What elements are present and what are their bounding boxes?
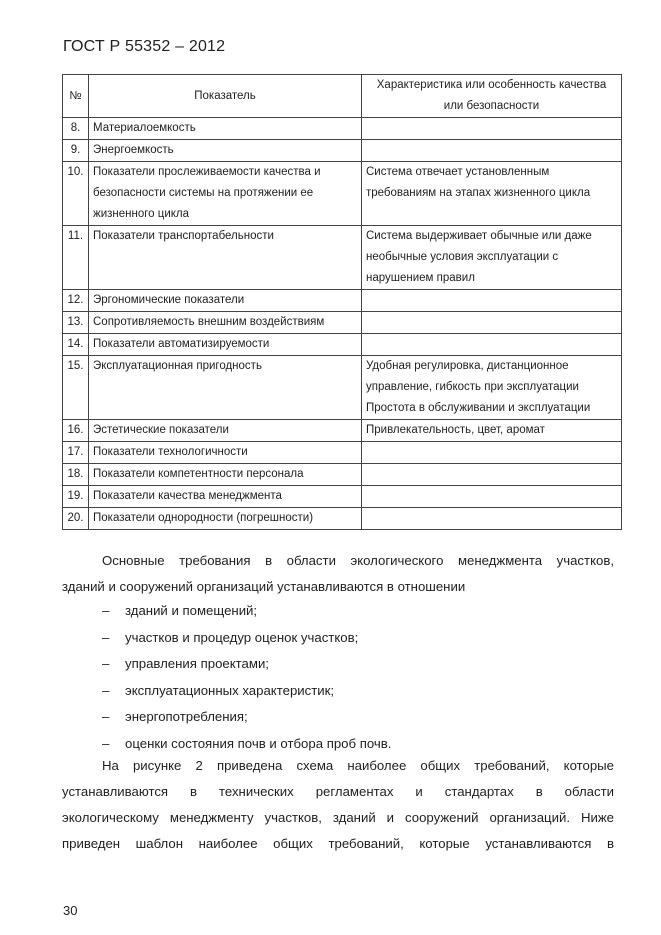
row-characteristic [362,464,622,486]
figure-line-3: экологическому менеджменту участков, зданий и сооружений организаций. Ниже [62,810,614,825]
row-number: 10. [63,162,89,226]
figure-line-2: устанавливаются в технических регламентах и стандартах в области [62,784,614,799]
row-number: 13. [63,312,89,334]
row-indicator: Показатели компетентности персонала [89,464,362,486]
table-row [63,508,622,530]
row-indicator: Материалоемкость [89,118,362,140]
row-indicator: Эстетические показатели [89,420,362,442]
row-indicator: Показатели технологичности [89,442,362,464]
table-row [63,162,622,226]
list-item [62,678,614,705]
row-characteristic [362,442,622,464]
intro-paragraph [62,548,614,600]
row-number: 19. [63,486,89,508]
list-item-text: оценки состояния почв и отбора проб почв. [125,735,392,751]
table-row [63,442,622,464]
figure-line-4: приведен шаблон наиболее общих требований, которые устанавливаются в [62,836,614,851]
list-item [62,625,614,652]
table-row [63,140,622,162]
row-indicator: Эксплуатационная пригодность [89,356,362,420]
header-indicator: Показатель [89,75,362,118]
table-row [63,464,622,486]
indicators-table [62,74,622,530]
row-characteristic [362,508,622,530]
row-characteristic [362,140,622,162]
table-row [63,420,622,442]
row-indicator: Эргономические показатели [89,290,362,312]
row-indicator: Показатели качества менеджмента [89,486,362,508]
table-row [63,312,622,334]
table-row [63,486,622,508]
row-number: 15. [63,356,89,420]
row-number: 12. [63,290,89,312]
list-item-text: зданий и помещений; [125,603,258,618]
row-indicator: Энергоемкость [89,140,362,162]
dash-bullet: – [102,682,110,698]
list-item [62,598,614,625]
row-characteristic [362,312,622,334]
row-characteristic: Привлекательность, цвет, аромат [362,420,622,442]
row-characteristic [362,486,622,508]
row-characteristic [362,118,622,140]
intro-line-2: зданий и сооружений организаций устанавливаются в отношении [62,579,466,594]
row-indicator: Показатели прослеживаемости качества и безопасности системы на протяжении ее жизненного цикла [89,162,362,226]
table-row [63,290,622,312]
figure-paragraph [62,753,614,857]
row-characteristic: Система выдерживает обычные или даже необычные условия эксплуатации с нарушением правил [362,226,622,290]
table-row [63,334,622,356]
row-number: 20. [63,508,89,530]
list-item-text: энергопотребления; [125,709,248,724]
list-item [62,651,614,678]
table-row [63,118,622,140]
row-number: 8. [63,118,89,140]
requirements-list [62,598,614,757]
table-row [63,356,622,420]
table-header-row [63,75,622,118]
dash-bullet: – [102,735,110,751]
figure-line-1: На рисунке 2 приведена схема наиболее общих требований, которые [102,758,614,773]
list-item [62,704,614,731]
document-header: ГОСТ Р 55352 – 2012 [63,38,226,55]
list-item-text: участков и процедур оценок участков; [125,629,359,645]
row-indicator: Сопротивляемость внешним воздействиям [89,312,362,334]
table-row [63,226,622,290]
header-number: № [63,75,89,118]
dash-bullet: – [102,709,110,724]
dash-bullet: – [102,629,110,645]
row-characteristic [362,290,622,312]
row-number: 16. [63,420,89,442]
row-characteristic: Удобная регулировка, дистанционное управление, гибкость при эксплуатации Простота в обслуживании и эксплуатации [362,356,622,420]
row-number: 18. [63,464,89,486]
dash-bullet: – [102,656,110,671]
list-item-text: эксплуатационных характеристик; [125,682,335,698]
row-characteristic: Система отвечает установленным требованиям на этапах жизненного цикла [362,162,622,226]
header-characteristic: Характеристика или особенность качества или безопасности [362,75,622,118]
row-number: 9. [63,140,89,162]
row-indicator: Показатели автоматизируемости [89,334,362,356]
row-indicator: Показатели транспортабельности [89,226,362,290]
row-indicator: Показатели однородности (погрешности) [89,508,362,530]
row-number: 17. [63,442,89,464]
list-item-text: управления проектами; [125,656,269,671]
row-number: 14. [63,334,89,356]
intro-line-1: Основные требования в области экологического менеджмента участков, [102,553,614,568]
dash-bullet: – [102,603,110,618]
row-characteristic [362,334,622,356]
row-number: 11. [63,226,89,290]
page-number: 30 [63,903,78,918]
